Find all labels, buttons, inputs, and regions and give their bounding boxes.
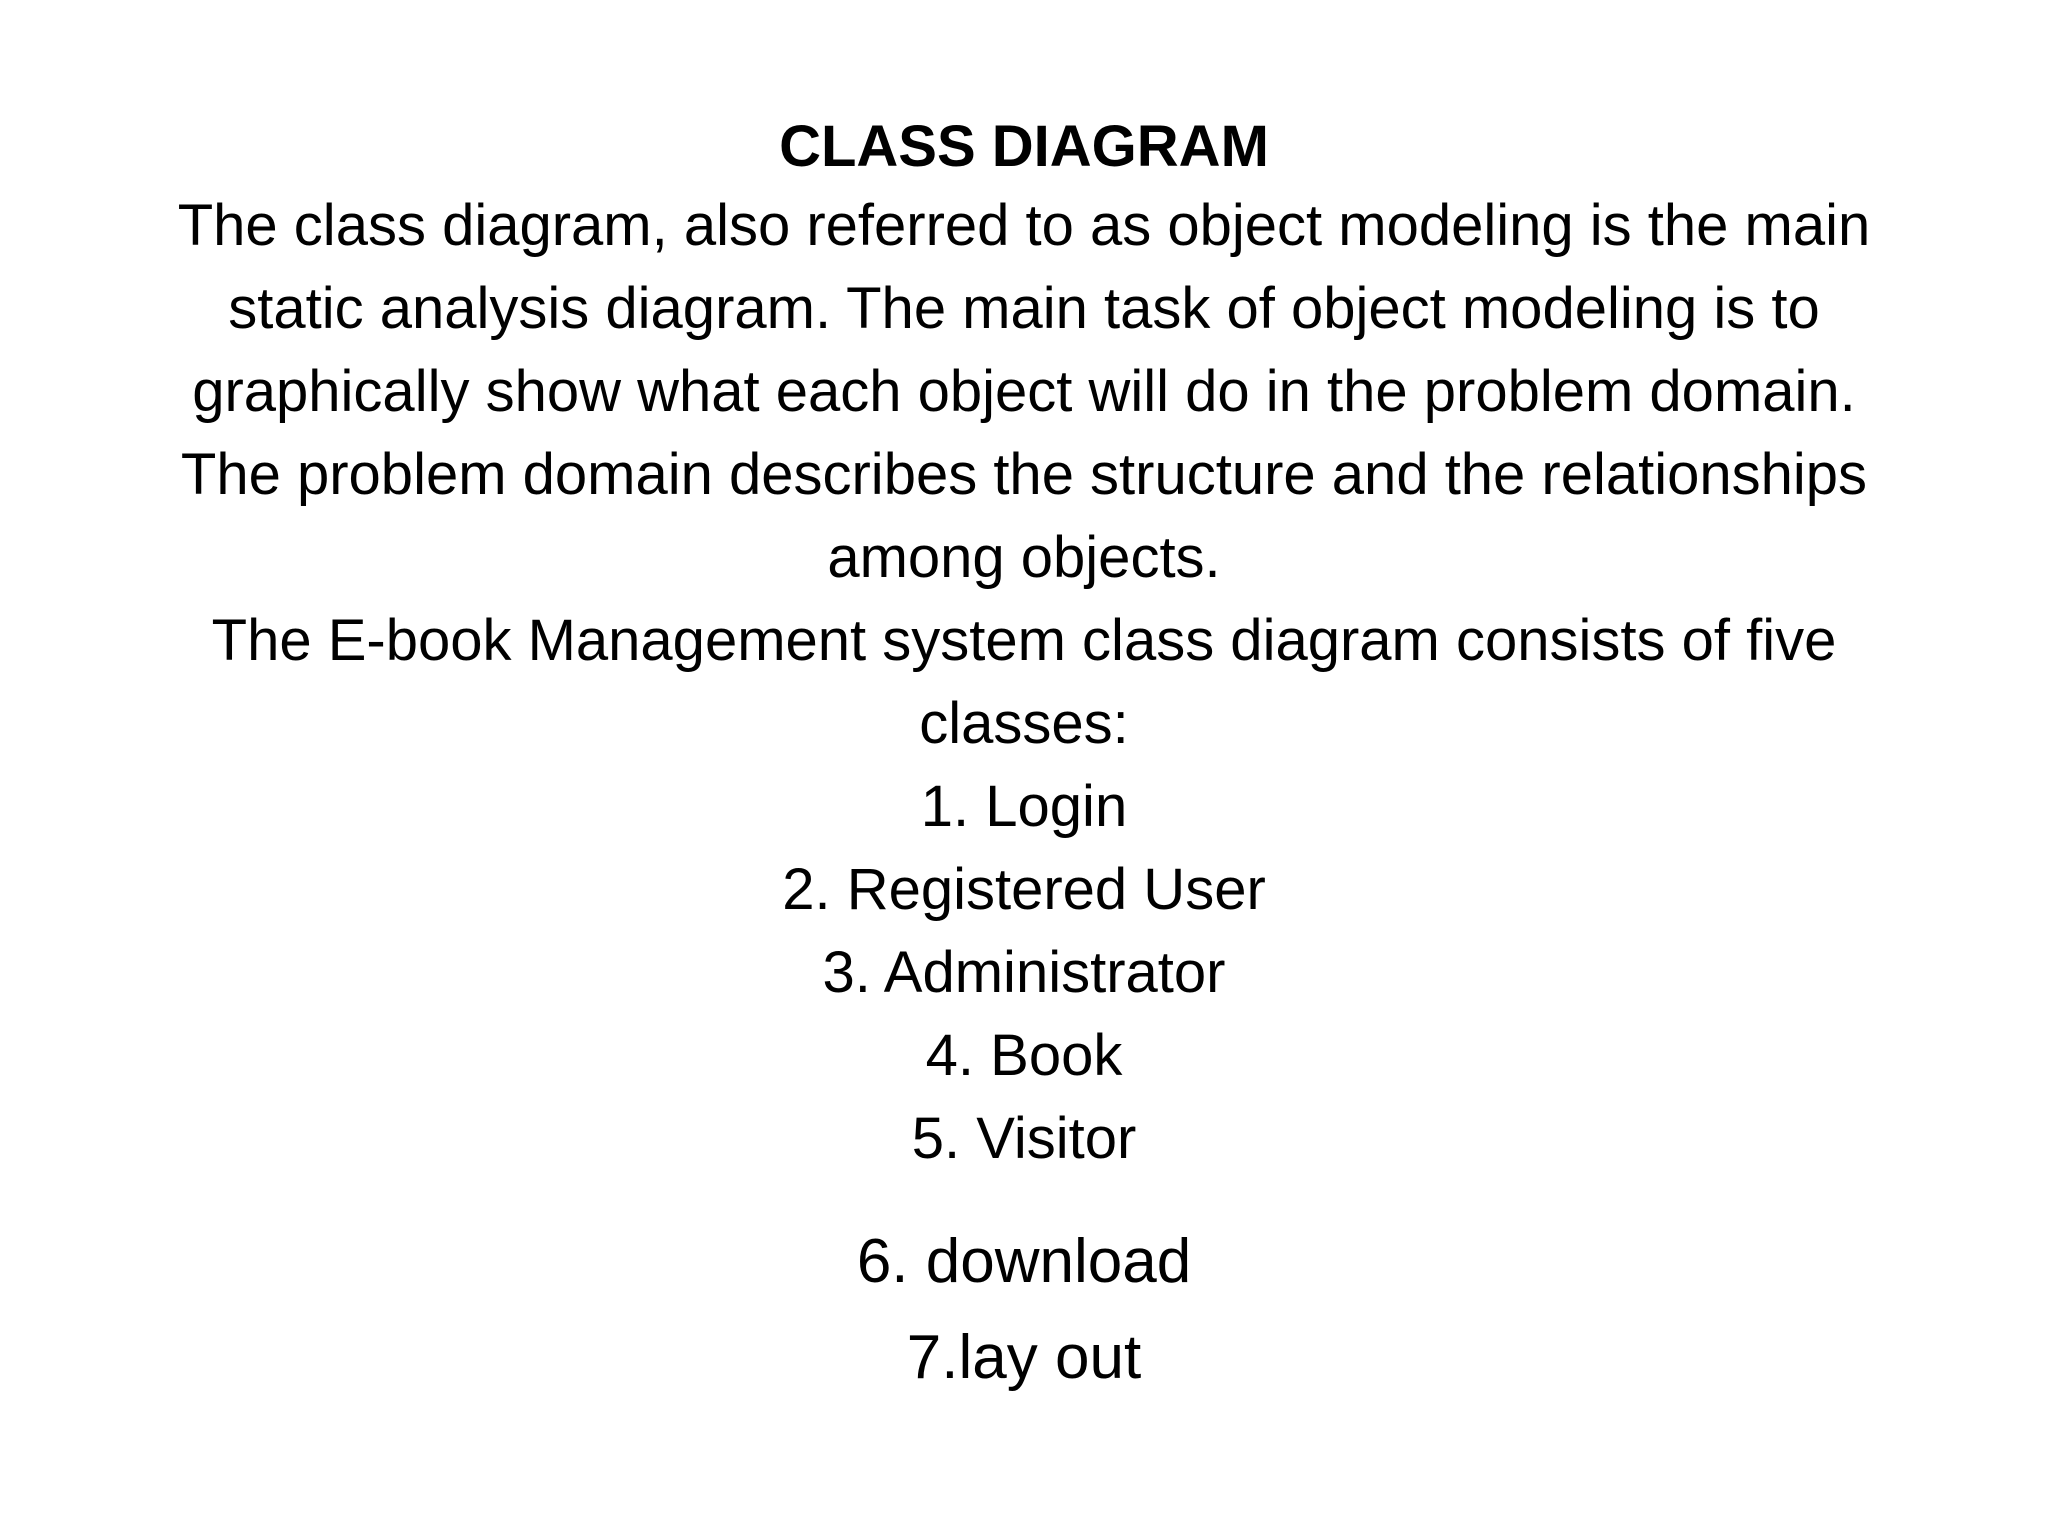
class-list-item: 2. Registered User bbox=[782, 857, 1266, 922]
class-list bbox=[100, 765, 1948, 1180]
class-list-item: 5. Visitor bbox=[911, 1106, 1137, 1171]
slide-title: CLASS DIAGRAM bbox=[779, 114, 1269, 179]
extra-list-item-download: 6. download bbox=[856, 1227, 1192, 1296]
class-list-item: 3. Administrator bbox=[822, 940, 1226, 1005]
description-paragraph bbox=[100, 184, 1948, 599]
description-line: static analysis diagram. The main task of object modeling is to bbox=[228, 276, 1820, 341]
description-line: The problem domain describes the structure and the relationships bbox=[180, 442, 1868, 507]
classes-intro-line: classes: bbox=[919, 691, 1129, 756]
class-list-item: 4. Book bbox=[925, 1023, 1123, 1088]
classes-intro-line: The E-book Management system class diagram consists of five bbox=[211, 608, 1837, 673]
description-line: The class diagram, also referred to as object modeling is the main bbox=[177, 193, 1871, 258]
description-line: among objects. bbox=[827, 525, 1221, 590]
class-list-item: 1. Login bbox=[920, 774, 1128, 839]
extra-list-item-layout: 7.lay out bbox=[906, 1323, 1142, 1392]
slide-content bbox=[100, 112, 1948, 1180]
description-line: graphically show what each object will do in the problem domain. bbox=[192, 359, 1856, 424]
classes-intro-paragraph bbox=[100, 599, 1948, 765]
